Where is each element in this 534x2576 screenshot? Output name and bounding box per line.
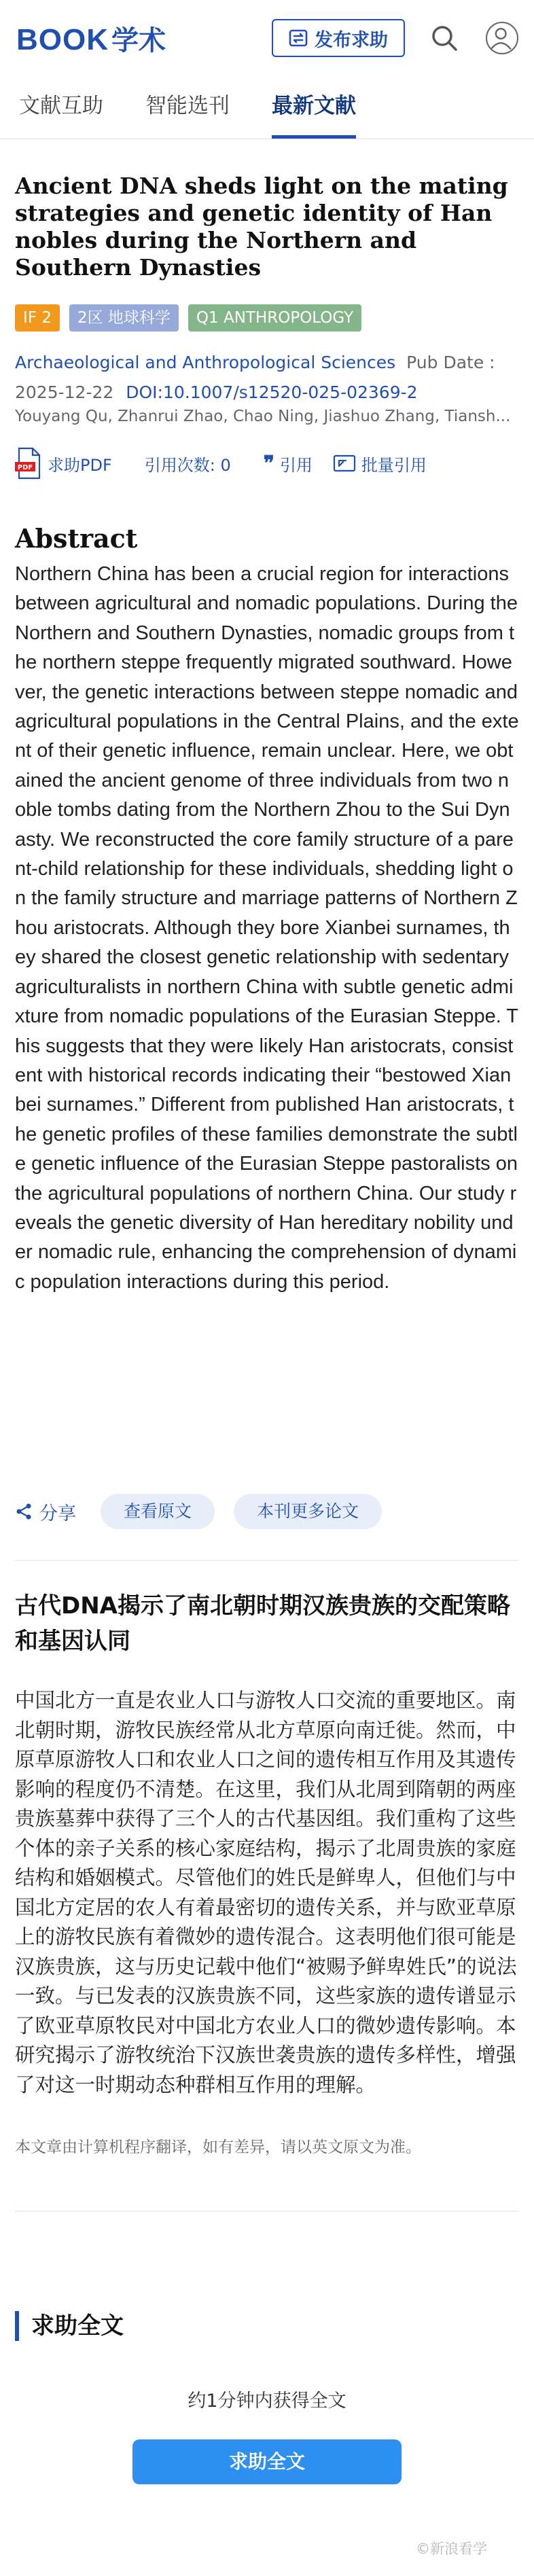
share-label: 分享 [39, 1503, 76, 1524]
tab-journal-selection[interactable]: 智能选刊 [145, 94, 230, 118]
article-badges [15, 304, 361, 332]
doi-link[interactable]: DOI:10.1007/s12520-025-02369-2 [126, 382, 418, 402]
share-icon [15, 1503, 33, 1520]
post-request-button[interactable] [272, 19, 405, 57]
impact-factor-badge: IF 2 [15, 304, 60, 332]
request-fulltext-button[interactable]: 求助全文 [132, 2439, 402, 2484]
quote-icon: ❞ [263, 451, 274, 476]
request-pdf-button[interactable] [15, 447, 112, 480]
abstract-heading: Abstract [15, 523, 138, 554]
article-actions [15, 446, 459, 481]
abstract-buttons [15, 1493, 382, 1530]
translation-note: 本文章由计算机程序翻译，如有差异，请以英文原文为准。 [15, 2139, 421, 2156]
journal-name[interactable]: Archaeological and Anthropological Sciences [15, 353, 396, 372]
view-original-button[interactable]: 查看原文 [101, 1494, 215, 1529]
batch-cite-icon [333, 454, 356, 472]
journal-info [15, 348, 518, 408]
quartile-badge: Q1 ANTHROPOLOGY [188, 304, 361, 332]
batch-cite-label: 批量引用 [361, 455, 427, 475]
translated-abstract: 中国北方一直是农业人口与游牧人口交流的重要地区。南北朝时期，游牧民族经常从北方草原向南迁徙。然而，中原草原游牧人口和农业人口之间的遗传相互作用及其遗传影响的程度仍不清楚。在这里，我们从北周到隋朝的两座贵族墓葬中获得了三个人的古代基因组。我们重构了这些个体的亲子关系的核心家庭结构，揭示了北周贵族的家庭结构和婚姻模式。尽管他们的姓氏是鲜卑人，但他们与中国北方定居的农人有着最密切的遗传关系，并与欧亚草原上的游牧民族有着微妙的遗传混合。这表明他们很可能是汉族贵族，这与历史记载中他们“被赐予鲜卑姓氏”的说法一致。与已发表的汉族贵族不同，这些家族的遗传谱显示了欧亚草原牧民对中国北方农业人口的微妙遗传影响。本研究揭示了游牧统治下汉族世袭贵族的遗传多样性，增强了对这一时期动态种群相互作用的理解。 [15, 1689, 517, 2096]
translated-title: 古代DNA揭示了南北朝时期汉族贵族的交配策略和基因认同 [15, 1592, 510, 1655]
author-list[interactable]: Youyang Qu, Zhanrui Zhao, Chao Ning, Jiashuo Zhang, Tiansh... [15, 408, 511, 425]
fulltext-heading: 求助全文 [15, 2311, 124, 2341]
pdf-icon [15, 447, 42, 480]
refresh-icon [289, 29, 308, 48]
batch-cite-button[interactable] [333, 452, 427, 476]
tab-literature-help[interactable]: 文献互助 [19, 94, 103, 118]
logo-cn: 学术 [111, 24, 166, 56]
logo[interactable] [16, 19, 166, 58]
share-button[interactable] [15, 1499, 76, 1525]
section-divider [15, 2211, 519, 2212]
search-icon[interactable] [429, 23, 459, 53]
zone-badge: 2区 地球科学 [69, 304, 179, 332]
citation-count-label: 引用次数: 0 [144, 455, 231, 475]
svg-text:PDF: PDF [17, 464, 33, 471]
main-tabs [0, 84, 534, 139]
cite-button[interactable] [264, 452, 313, 476]
article-title: Ancient DNA sheds light on the mating strategies and genetic identity of Han nobles during the Northern and Southern Dynasties [15, 173, 508, 281]
cite-label: 引用 [279, 455, 313, 475]
post-request-label: 发布求助 [315, 29, 388, 51]
citation-count [145, 452, 231, 476]
abstract-text: Northern China has been a crucial region for interactions between agricultural and nomadic populations. During the Northern and Southern Dynasties, nomadic groups from the northern steppe frequently migrated southward. However, the genetic interactions between steppe nomadic and agricultural populations in the Central Plains, and the extent of their genetic influence, remain unclear. Here, we obtained the ancient genome of three individuals from two noble tombs dating from the Northern Zhou to the Sui Dynasty. We reconstructed the core family structure of a parent-child relationship for these individuals, shedding light on the family structure and marriage patterns of Northern Zhou aristocrats. Although they bore Xianbei surnames, they shared the closest genetic relationship with sedentary agriculturalists in northern China with subtle genetic admixture from nomadic populations of the Eurasian Steppe. This suggests that they were likely Han aristocrats, consistent with historical records indicating their “bestowed Xianbei surnames.” Different from published Han aristocrats, the genetic profiles of these families demonstrate the subtle genetic influence of the Eurasian Steppe pastoralists on the agricultural populations of northern China. Our study reveals the genetic diversity of Han hereditary nobility under nomadic rule, enhancing the comprehension of dynamic population interactions during this period. [15, 563, 519, 1293]
request-pdf-label: 求助PDF [48, 455, 112, 475]
pub-date: 2025-12-22 [15, 382, 114, 402]
tab-latest-papers[interactable]: 最新文献 [272, 84, 356, 139]
pub-date-label: Pub Date : [406, 353, 495, 372]
section-divider [15, 1560, 519, 1561]
user-avatar-icon[interactable] [486, 22, 518, 54]
more-papers-button[interactable]: 本刊更多论文 [234, 1494, 382, 1529]
fulltext-description: 约1分钟内获得全文 [188, 2391, 346, 2412]
watermark: ©新浪看学 [416, 2541, 487, 2557]
logo-latin: BOOK [16, 22, 109, 56]
